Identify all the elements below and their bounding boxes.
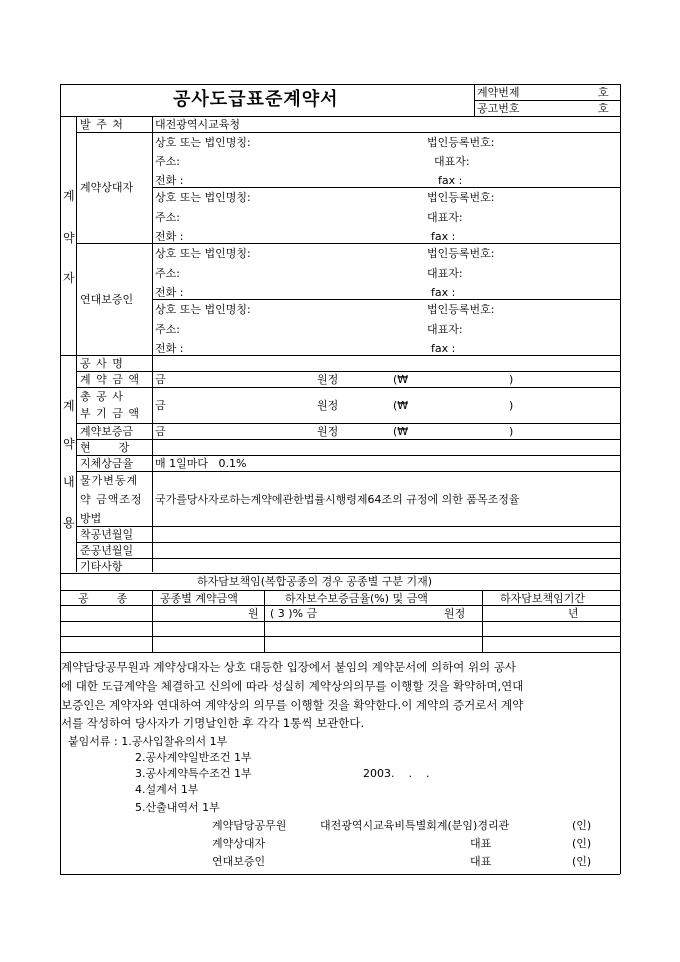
warranty-title: 하자담보책임(복합공종의 경우 공종별 구분 기재) <box>197 575 433 588</box>
completion-date-label: 준공년월일 <box>80 544 134 557</box>
border-left <box>60 84 61 874</box>
border-top <box>60 84 620 85</box>
page-title: 공사도급표준계약서 <box>173 89 339 110</box>
contract-number-label: 계약번제 <box>477 86 520 99</box>
seal-mark: (인) <box>572 855 592 868</box>
agreement-text-line: 보증인은 계약자와 연대하여 계약상의 의무를 이행할 것을 확약한다.이 계약의 증거로서 계약 <box>61 698 524 712</box>
orderer-value: 대전광역시교육청 <box>155 118 241 131</box>
other-label: 기타사항 <box>80 560 123 573</box>
agreement-text-line: 서를 작성하여 당사자가 기명날인한 후 각각 1통씩 보관한다. <box>61 716 365 730</box>
notice-number-label: 공고번호 <box>477 102 520 115</box>
seal-mark: (인) <box>572 837 592 850</box>
agreement-text-line: 계약담당공무원과 계약상대자는 상호 대등한 입장에서 붙임의 계약문서에 의하여 위의 공사 <box>61 660 517 674</box>
attachments-label: 붙임서류 : 1.공사입찰유의서 1부 <box>68 735 228 748</box>
contractor-label: 계약상대자 <box>80 181 134 194</box>
deposit-label: 계약보증금 <box>80 425 134 438</box>
delay-rate-label: 지체상금율 <box>80 457 134 470</box>
start-date-label: 착공년월일 <box>80 528 134 541</box>
contract-amount-label: 계 약 금 액 <box>80 373 140 386</box>
site-label: 현 장 <box>80 441 130 454</box>
contract-number-suffix: 호 <box>598 86 609 99</box>
border-bottom <box>60 874 620 875</box>
guarantor-label: 연대보증인 <box>80 293 134 306</box>
contract-form: 공사도급표준계약서 계약번제 호 공고번호 호 계 약 자 발 주 처 대전광역시교육청 계약상대자 연대보증인 상호 또는 법인명칭: 법인등록번호: 주소: 대표자: 전화 : fax : 상호 또는 법인명칭: 법인등록번호: 주소: 대표자: 전화 : fax : 상호 또는 법인명칭: 법인등록번호: 주소: 대표자: 전화 : fax : 상호 또는 법인명칭: 법인등록번호: 주소: 대표자: 전화 : fax : 계 약 내 용 공 사 명 계 약 금 액 총 공 사 부 기 금 액 계약보증금 현 장 지체상금율 매 1일마다 0.1% 물가변동계 약 금액조정 방법 국가를당사자로하는계약에관한법률시행령제64조의 규정에 의한 품목조정율 착공년월일 준공년월일 기타사항 금 원정 (₩ ) 금 원정 (₩ ) 금 원정 (₩ ) 하자담보책임(복합공종의 경우 공종별 구분 기재) 공 종 공종별 계약금액 하자보수보증금율(%) 및 금액 하자담보책임기간 원 ( 3 )% 금 원정 년 계약담당공무원과 계약상대자는 상호 대등한 입장에서 붙임의 계약문서에 의하여 위의 공사 에 대한 도급계약을 체결하고 신의에 따라 성실히 계약상의의무를 이행할 것을 확약하며,연대 보증인은 계약자와 연대하여 계약상의 의무를 이행할 것을 확약한다.이 계약의 증거로서 계약 서를 작성하여 당사자가 기명날인한 후 각각 1통씩 보관한다. 붙임서류 : 1.공사입찰유의서 1부 2.공사계약일반조건 1부 3.공사계약특수조건 1부 2003. . . 4.설계서 1부 5.산출내역서 1부 계약담당공무원 대전광역시교육비특별회계(분임)경리관 (인) 계약상대자 대표 (인) 연대보증인 대표 (인) <box>0 0 680 962</box>
border-right <box>620 84 621 874</box>
notice-number-suffix: 호 <box>598 102 609 115</box>
agreement-text-line: 에 대한 도급계약을 체결하고 신의에 따라 성실히 계약상의의무를 이행할 것을 확약하며,연대 <box>61 679 524 693</box>
seal-mark: (인) <box>572 819 592 832</box>
contract-date: 2003. . . <box>363 767 430 780</box>
price-change-value: 국가를당사자로하는계약에관한법률시행령제64조의 규정에 의한 품목조정율 <box>155 493 520 506</box>
delay-rate-value: 매 1일마다 0.1% <box>155 457 247 470</box>
orderer-label: 발 주 처 <box>80 118 124 131</box>
project-name-label: 공 사 명 <box>80 357 124 370</box>
